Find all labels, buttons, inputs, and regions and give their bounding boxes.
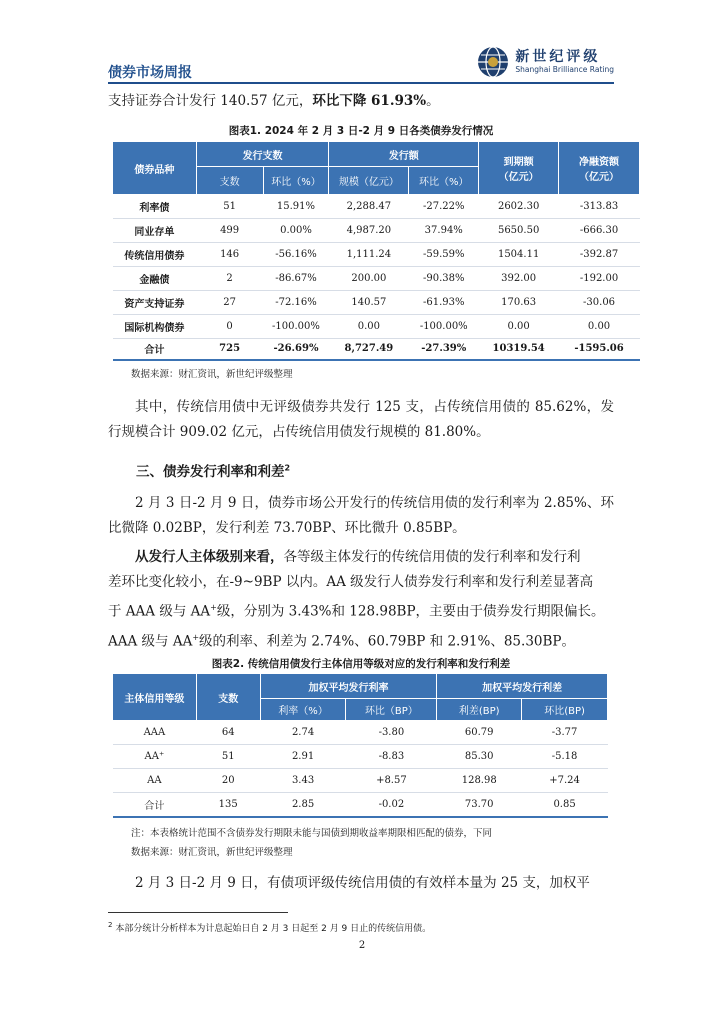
grades-line4b: 级的利率、利差为 2.74%、60.79BP 和 2.91%、85.30BP。 bbox=[199, 633, 575, 649]
table-row-total bbox=[113, 793, 608, 817]
cell-type: 金融债 bbox=[113, 267, 197, 291]
table-row-total bbox=[113, 339, 640, 360]
cell-count-change: -56.16% bbox=[263, 243, 329, 267]
footnote-divider bbox=[108, 912, 288, 913]
header-spread: 利差(BP) bbox=[437, 699, 522, 721]
cell-type: 国际机构债券 bbox=[113, 315, 197, 339]
rate-spread-table bbox=[112, 673, 608, 818]
table1-source: 数据来源：财汇资讯，新世纪评级整理 bbox=[131, 369, 293, 380]
cell-scale: 1,111.24 bbox=[329, 243, 409, 267]
cell-grade: AA bbox=[113, 769, 197, 793]
paragraph-rated-sample: 2 月 3 日-2 月 9 日，有债项评级传统信用债的有效样本量为 25 支，加权平 bbox=[135, 875, 590, 891]
cell-scale: 0.00 bbox=[329, 315, 409, 339]
cell-maturity: 2602.30 bbox=[479, 195, 559, 219]
header-bond-type: 债券品种 bbox=[113, 142, 197, 195]
cell-count: 20 bbox=[196, 769, 260, 793]
header-weighted-rate: 加权平均发行利率 bbox=[260, 674, 437, 699]
header-count: 支数 bbox=[196, 167, 263, 195]
cell-scale: 4,987.20 bbox=[329, 219, 409, 243]
cell-grade: 合计 bbox=[113, 793, 197, 817]
header-spread-change: 环比(BP) bbox=[522, 699, 608, 721]
cell-count-change: -26.69% bbox=[263, 339, 329, 360]
table-row bbox=[113, 195, 640, 219]
cell-spread: 128.98 bbox=[437, 769, 522, 793]
cell-rate: 2.91 bbox=[260, 745, 346, 769]
footnote-ref: 2 bbox=[284, 463, 291, 473]
cell-count: 499 bbox=[196, 219, 263, 243]
cell-grade: AAA bbox=[113, 721, 197, 745]
cell-rate-change: -8.83 bbox=[346, 745, 437, 769]
cell-maturity: 5650.50 bbox=[479, 219, 559, 243]
header-divider bbox=[108, 82, 614, 84]
paragraph-unrated: 其中，传统信用债中无评级债券共发行 125 支，占传统信用债的 85.62%，发行规模合计 909.02 亿元，占传统信用债发行规模的 81.80%。 bbox=[108, 399, 614, 440]
table-row bbox=[113, 291, 640, 315]
table2-source: 数据来源：财汇资讯，新世纪评级整理 bbox=[131, 847, 293, 858]
cell-net: -1595.06 bbox=[559, 339, 640, 360]
header-count: 支数 bbox=[196, 674, 260, 721]
cell-net: -666.30 bbox=[559, 219, 640, 243]
cell-scale-change: -59.59% bbox=[409, 243, 479, 267]
table-row bbox=[113, 721, 608, 745]
page-number: 2 bbox=[358, 940, 366, 951]
grades-plus2: + bbox=[192, 632, 200, 642]
cell-rate: 3.43 bbox=[260, 769, 346, 793]
paragraph-grades bbox=[108, 545, 614, 654]
cell-scale-change: 37.94% bbox=[409, 219, 479, 243]
header-rate-change: 环比（BP） bbox=[346, 699, 437, 721]
logo-chinese-name: 新世纪评级 bbox=[515, 49, 601, 65]
cell-count-change: 15.91% bbox=[263, 195, 329, 219]
cell-count: 51 bbox=[196, 745, 260, 769]
grades-line3b: 级，分别为 3.43%和 128.98BP，主要由于债券发行期限偏长。 bbox=[216, 603, 605, 620]
section-heading bbox=[136, 460, 290, 480]
cell-type: 资产支持证券 bbox=[113, 291, 197, 315]
cell-count: 27 bbox=[196, 291, 263, 315]
intro-bold-text: 环比下降 61.93% bbox=[312, 93, 427, 109]
cell-count-change: -100.00% bbox=[263, 315, 329, 339]
cell-maturity: 170.63 bbox=[479, 291, 559, 315]
cell-spread-change: +7.24 bbox=[522, 769, 608, 793]
header-grade: 主体信用等级 bbox=[113, 674, 197, 721]
cell-spread-change: 0.85 bbox=[522, 793, 608, 817]
table1-caption: 图表1. 2024 年 2 月 3 日-2 月 9 日各类债券发行情况 bbox=[228, 125, 494, 137]
cell-net: -392.87 bbox=[559, 243, 640, 267]
cell-spread: 60.79 bbox=[437, 721, 522, 745]
cell-maturity: 1504.11 bbox=[479, 243, 559, 267]
cell-scale-change: -100.00% bbox=[409, 315, 479, 339]
cell-scale-change: -27.22% bbox=[409, 195, 479, 219]
header-rate: 利率（%） bbox=[260, 699, 346, 721]
footnote-mark: 2 bbox=[108, 921, 113, 929]
table-row bbox=[113, 745, 608, 769]
cell-scale-change: -27.39% bbox=[409, 339, 479, 360]
cell-scale: 2,288.47 bbox=[329, 195, 409, 219]
cell-rate: 2.74 bbox=[260, 721, 346, 745]
cell-rate-change: -3.80 bbox=[346, 721, 437, 745]
intro-paragraph bbox=[108, 89, 614, 114]
cell-maturity: 392.00 bbox=[479, 267, 559, 291]
bond-issuance-table bbox=[112, 141, 640, 361]
cell-count-change: -86.67% bbox=[263, 267, 329, 291]
cell-scale: 200.00 bbox=[329, 267, 409, 291]
header-issue-amount: 发行额 bbox=[329, 142, 479, 167]
table-row bbox=[113, 315, 640, 339]
header-scale: 规模（亿元） bbox=[329, 167, 409, 195]
header-net-financing: 净融资额 （亿元） bbox=[559, 142, 640, 195]
grades-lead: 从发行人主体级别来看， bbox=[135, 549, 284, 565]
cell-net: -313.83 bbox=[559, 195, 640, 219]
header-count-change: 环比（%） bbox=[263, 167, 329, 195]
intro-text: 支持证券合计发行 140.57 亿元， bbox=[108, 93, 313, 109]
cell-type: 合计 bbox=[113, 339, 197, 360]
company-logo bbox=[477, 44, 614, 80]
cell-rate: 2.85 bbox=[260, 793, 346, 817]
grades-line1: 各等级主体发行的传统信用债的发行利率和发行利 bbox=[283, 549, 581, 565]
cell-count: 64 bbox=[196, 721, 260, 745]
cell-type: 利率债 bbox=[113, 195, 197, 219]
cell-rate-change: +8.57 bbox=[346, 769, 437, 793]
cell-count: 2 bbox=[196, 267, 263, 291]
cell-count: 725 bbox=[196, 339, 263, 360]
grades-line4a: AAA 级与 AA bbox=[108, 633, 193, 649]
cell-net: -30.06 bbox=[559, 291, 640, 315]
paragraph-rates: 2 月 3 日-2 月 9 日，债券市场公开发行的传统信用债的发行利率为 2.85%、环比微降 0.02BP，发行利差 73.70BP、环比微升 0.85BP。 bbox=[108, 495, 614, 536]
header-weighted-spread: 加权平均发行利差 bbox=[437, 674, 608, 699]
header-maturity: 到期额 （亿元） bbox=[479, 142, 559, 195]
cell-maturity: 10319.54 bbox=[479, 339, 559, 360]
cell-spread: 85.30 bbox=[437, 745, 522, 769]
cell-scale: 140.57 bbox=[329, 291, 409, 315]
header-issue-count: 发行支数 bbox=[196, 142, 329, 167]
table-row bbox=[113, 769, 608, 793]
footnote-text: 本部分统计分析样本为计息起始日自 2 月 3 日起至 2 月 9 日止的传统信用债。 bbox=[115, 924, 432, 934]
table-row bbox=[113, 219, 640, 243]
cell-scale: 8,727.49 bbox=[329, 339, 409, 360]
cell-rate-change: -0.02 bbox=[346, 793, 437, 817]
cell-type: 同业存单 bbox=[113, 219, 197, 243]
cell-scale-change: -90.38% bbox=[409, 267, 479, 291]
table-row bbox=[113, 267, 640, 291]
cell-spread-change: -3.77 bbox=[522, 721, 608, 745]
intro-end: 。 bbox=[426, 93, 440, 109]
cell-count-change: 0.00% bbox=[263, 219, 329, 243]
table2-note: 注：本表格统计范围不含债券发行期限未能与国债到期收益率期限相匹配的债券，下同 bbox=[131, 828, 493, 839]
cell-net: 0.00 bbox=[559, 315, 640, 339]
footnote bbox=[108, 921, 431, 934]
table-row bbox=[113, 243, 640, 267]
grades-line2: 差环比变化较小，在-9~9BP 以内。AA 级发行人债券发行利率和发行利差显著高 bbox=[108, 574, 594, 590]
globe-logo-icon bbox=[477, 46, 509, 78]
grades-plus1: + bbox=[210, 603, 217, 612]
cell-maturity: 0.00 bbox=[479, 315, 559, 339]
cell-count: 146 bbox=[196, 243, 263, 267]
cell-count: 135 bbox=[196, 793, 260, 817]
cell-count: 0 bbox=[196, 315, 263, 339]
logo-english-name: Shanghai Brilliance Rating bbox=[515, 65, 614, 74]
cell-type: 传统信用债券 bbox=[113, 243, 197, 267]
header-scale-change: 环比（%） bbox=[409, 167, 479, 195]
table2-caption: 图表2. 传统信用债发行主体信用等级对应的发行利率和发行利差 bbox=[211, 658, 511, 670]
page-header bbox=[108, 40, 614, 82]
cell-net: -192.00 bbox=[559, 267, 640, 291]
cell-spread-change: -5.18 bbox=[522, 745, 608, 769]
cell-grade: AA⁺ bbox=[113, 745, 197, 769]
section-title: 三、债券发行利率和利差 bbox=[136, 464, 285, 480]
cell-scale-change: -61.93% bbox=[409, 291, 479, 315]
grades-line3a: 于 AAA 级与 AA bbox=[108, 603, 211, 620]
report-title: 债券市场周报 bbox=[108, 65, 192, 81]
cell-count-change: -72.16% bbox=[263, 291, 329, 315]
cell-count: 51 bbox=[196, 195, 263, 219]
cell-spread: 73.70 bbox=[437, 793, 522, 817]
